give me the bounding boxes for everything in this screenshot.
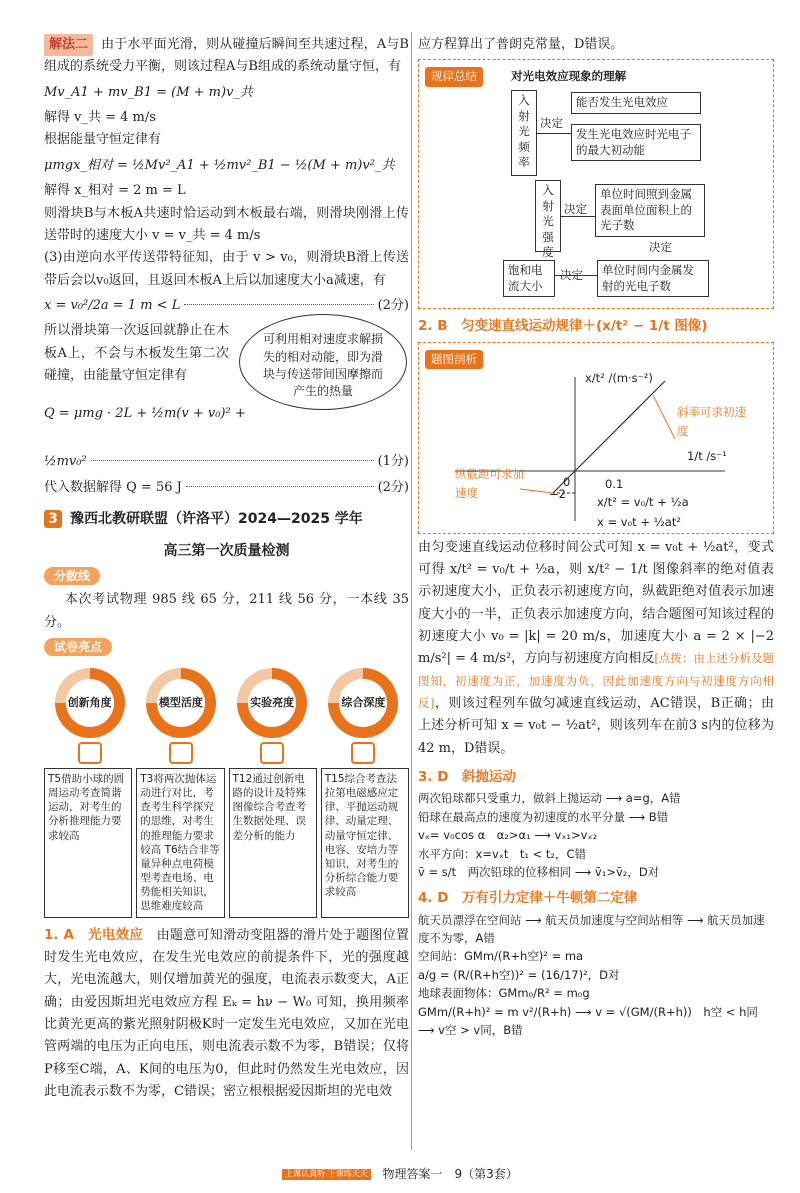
- section-title: 豫西北教研联盟（许洛平）2024—2025 学年: [70, 511, 363, 528]
- q3-heading: 3. D 斜抛运动: [418, 769, 516, 786]
- highlight-box: T3将两次抛体运动进行对比，考查考生科学探究的思维，对考生的推理能力要求较高 T6结合非等量异种点电荷模型考查电场、电势能相关知识，思维难度较高: [136, 768, 224, 918]
- q3-line: 两次铅球都只受重力，做斜上抛运动 ⟶ a=g，A错: [418, 791, 681, 806]
- circle-experiment: 实验亮度: [237, 668, 307, 738]
- note-intercept: 纵截距可求加速度: [455, 466, 524, 501]
- footer-logo: 上课认真听 下课练天天: [282, 1169, 371, 1180]
- q4-heading: 4. D 万有引力定律＋牛顿第二定律: [418, 890, 638, 907]
- q3-line: 水平方向：x=vₓt t₁ < t₂，C错: [418, 846, 587, 861]
- rule-title: 对光电效应现象的理解: [511, 69, 627, 84]
- highlights-tag: 试卷亮点: [44, 638, 112, 656]
- q4-line: 空间站：GMm/(R+h空)² = ma: [418, 949, 584, 964]
- solve-vshared: 解得 v_共 = 4 m/s: [44, 110, 156, 126]
- section-number: 3: [44, 510, 62, 528]
- q2-note: [点拨：由上述分析及题图知，初速度为正，加速度为负，因此加速度方向与初速度方向相反]: [418, 651, 774, 711]
- flow-can-emit: 能否发生光电效应: [571, 92, 701, 114]
- graph-analysis-panel: [418, 342, 774, 534]
- para-part3: (3)由逆向水平传送带特征知，由于 v > v₀，则滑块B滑上传送带后会以v₀返回，且返回木板A上后以加速度大小a减速，有: [44, 250, 409, 288]
- method2-tag: 解法二: [44, 34, 93, 56]
- rule-summary-panel: [418, 59, 774, 309]
- flow-max-ke: 发生光电效应时光电子的最大初动能: [571, 124, 701, 161]
- equation-distance: x = v₀²/2a = 1 m < L: [44, 297, 181, 313]
- section-subtitle: 高三第一次质量检测: [163, 543, 290, 560]
- flow-intensity: 入射光强度: [535, 180, 561, 252]
- highlight-icons: [44, 742, 409, 764]
- result-heat: 代入数据解得 Q = 56 J: [44, 479, 182, 495]
- q4-line: a/g = (R/(R+h空))² = (16/17)²，D对: [418, 967, 620, 982]
- q3-diagram: [418, 789, 774, 881]
- q1-heading: 1. A 光电效应: [44, 926, 144, 943]
- train-icon: [169, 742, 193, 764]
- highlight-box: T5借助小球的圆周运动考查简谐运动，对考生的分析推理能力要求较高: [44, 768, 132, 918]
- q2-heading: 2. B 匀变速直线运动规律＋(x/t² − 1/t 图像): [418, 318, 708, 335]
- graph-xtick: 0.1: [605, 476, 624, 491]
- solve-xrel: 解得 x_相对 = 2 m = L: [44, 183, 186, 199]
- analysis-tag: 题图剖析: [425, 350, 483, 370]
- q3-line: v̄ = s/t 两次铅球的位移相同 ⟶ v̄₁>v̄₂，D对: [418, 864, 660, 879]
- q2-text-2: ，则该过程列车做匀减速直线运动，AC错误，B正确；由上述分析可知 x = v₀t − ½at²，则该列车在前3 s内的位移为42 m，D错误。: [418, 696, 774, 756]
- q2-text: 由匀变速直线运动位移时间公式可知 x = v₀t + ½at²，变式可得 x/t² = v₀/t + ½a，则 x/t² − 1/t 图像斜率的绝对值表示初速度大小，正负表示初速度方向，纵截距绝对值表示加速度大小的一半，正负表示加速度方向，结合题图可知该过程的初速度大小 v₀ = |k| = 20 m/s，加速度大小 a = 2 × |−2 m/s²| = 4 m/s²，方向与初速度方向相反: [418, 539, 774, 667]
- q4-line: 地球表面物体：GMm₀/R² = m₀g: [418, 986, 590, 1001]
- lab-icon: [260, 742, 284, 764]
- score-2: (1分): [377, 454, 409, 470]
- score-line-tag: 分数线: [44, 567, 100, 585]
- column-divider: [411, 32, 412, 1150]
- graph-origin: 0: [563, 474, 571, 489]
- graph-formula2: x = v₀t + ½at²: [597, 514, 681, 529]
- slope-pointer: [653, 395, 675, 439]
- equation-energy: μmgx_相对 = ½Mv²_A1 + ½mv²_B1 − ½(M + m)v²_共: [44, 157, 395, 173]
- right-column: [418, 34, 774, 1039]
- graph-ylabel: x/t² /(m·s⁻²): [585, 370, 653, 385]
- rule-tag: 规律总结: [425, 67, 483, 87]
- graph-formula1: x/t² = v₀/t + ½a: [597, 494, 689, 509]
- highlight-circles: [44, 668, 409, 738]
- q4-line: GMm/(R+h)² = m v²/(R+h) ⟶ v = √(GM/(R+h)) h空 < h同 ⟶ v空 > v同，B错: [418, 1004, 758, 1037]
- q3-line: vₓ= v₀cos α α₂>α₁ ⟶ vₓ₁>vₓ₂: [418, 828, 598, 843]
- building-icon: [78, 742, 102, 764]
- equation-momentum: Mv_A1 + mv_B1 = (M + m)v_共: [44, 84, 253, 100]
- highlight-box: T12通过创新电路的设计及特殊图像综合考查考生数据处理、误差分析的能力: [229, 768, 317, 918]
- circle-innovation: 创新角度: [55, 668, 125, 738]
- graph-xlabel: 1/t /s⁻¹: [687, 448, 727, 463]
- q4-diagram: [418, 911, 774, 1040]
- flow-decide-1: 决定: [540, 116, 563, 131]
- note-slope: 斜率可求初速度: [677, 404, 746, 439]
- graph-ytick: −2: [549, 486, 566, 501]
- para-energy: 根据能量守恒定律有: [44, 132, 162, 148]
- q1-text: 由题意可知滑动变阻器的滑片处于题图位置时发生光电效应，在发生光电效应的前提条件下，光的强度越大，光电流越大，则仅增加黄光的强度，电流表示数变大，A正确；由爱因斯坦光电效应方程 Eₖ = hν − W₀ 可知，换用频率比黄光更高的紫光照射阴极K时一定发生光电效应，又加在光电管两端的电压为正向电压，则电流表示数不为零，B错误；仅将P移至C端，A、K间的电压为0，但此时仍然发生光电效应，因此电流表示数不为零，C错误；密立根根据爱因斯坦的光电效: [44, 927, 409, 1100]
- flow-saturation: 饱和电流大小: [503, 260, 555, 297]
- para-no-collision: 所以滑块第一次返回就静止在木板A上，不会与木板发生第二次碰撞，由能量守恒定律有: [44, 323, 229, 384]
- graduation-cap-icon: [351, 742, 375, 764]
- flow-photon-count: 单位时间照到金属表面单位面积上的光子数: [595, 184, 705, 237]
- left-column: [44, 34, 409, 1104]
- score-line-text: 本次考试物理 985 线 65 分，211 线 56 分，一本线 35 分。: [44, 592, 409, 630]
- circle-model: 模型活度: [146, 668, 216, 738]
- flow-frequency: 入射光频率: [511, 90, 537, 176]
- score-3: (2分): [377, 479, 409, 495]
- footer-text: 物理答案一 9（第3套）: [382, 1167, 518, 1182]
- page-footer: [0, 1164, 800, 1185]
- flow-decide-2: 决定: [564, 202, 587, 217]
- q4-line: 航天员漂浮在空间站 ⟶ 航天员加速度与空间站相等 ⟶ 航天员加速度不为零，A错: [418, 912, 765, 945]
- q3-line: 铅球在最高点的速度为初速度的水平分量 ⟶ B错: [418, 809, 669, 824]
- score-1: (2分): [377, 297, 409, 313]
- flow-decide-4: 决定: [560, 268, 583, 283]
- highlight-box: T15综合考查法拉第电磁感应定律、平抛运动规律、动量定理、动量守恒定律、电容、安培力等知识，对考生的分析综合能力要求较高: [321, 768, 409, 918]
- flow-electron-count: 单位时间内金属发射的光电子数: [597, 260, 709, 297]
- hint-bubble: 可利用相对速度求解损失的相对动能，即为滑块与传送带间因摩擦而产生的热量: [239, 314, 407, 410]
- para-momentum: 由于水平面光滑，则从碰撞后瞬间至共速过程，A与B组成的系统受力平衡，则该过程A与B组成的系统动量守恒，有: [44, 37, 409, 75]
- q1-continued: 应方程算出了普朗克常量，D错误。: [418, 37, 624, 52]
- para-conclusion: 则滑块B与木板A共速时恰运动到木板最右端，则滑块刚滑上传送带时的速度大小 v = v_共 = 4 m/s: [44, 205, 409, 243]
- circle-comprehensive: 综合深度: [328, 668, 398, 738]
- highlight-boxes: [44, 768, 409, 918]
- equation-heat-cont: ½mv₀²: [44, 454, 87, 470]
- equation-heat: Q = μmg · 2L + ½m(v + v₀)² +: [44, 406, 246, 422]
- flow-decide-3: 决定: [649, 240, 672, 255]
